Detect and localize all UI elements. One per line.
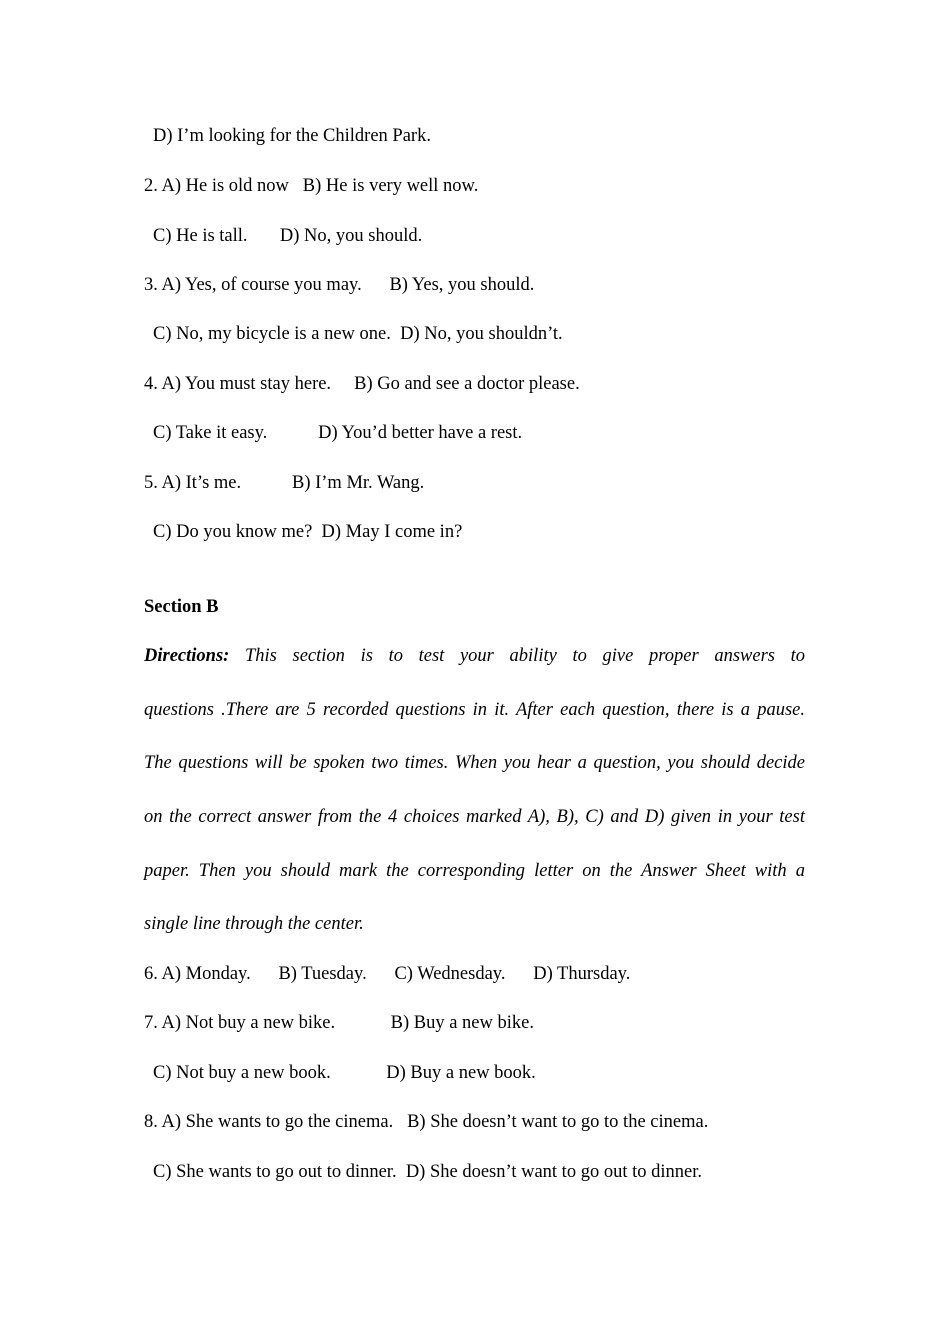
question-4-options-ab: 4. A) You must stay here. B) Go and see a doctor please.: [144, 374, 580, 394]
directions-line: paper. Then you should mark the corresponding letter on the Answer Sheet with a: [144, 861, 805, 881]
question-8-options-cd: C) She wants to go out to dinner. D) She doesn’t want to go out to dinner.: [153, 1162, 702, 1182]
directions-line: on the correct answer from the 4 choices marked A), B), C) and D) given in your test: [144, 807, 805, 827]
question-3-options-cd: C) No, my bicycle is a new one. D) No, you shouldn’t.: [153, 324, 563, 344]
question-8-options-ab: 8. A) She wants to go the cinema. B) She doesn’t want to go to the cinema.: [144, 1112, 709, 1132]
question-2-options-ab: 2. A) He is old now B) He is very well now.: [144, 176, 479, 196]
question-2-options-cd: C) He is tall. D) No, you should.: [153, 226, 423, 246]
question-1-option-d: D) I’m looking for the Children Park.: [153, 126, 431, 146]
directions-line: The questions will be spoken two times. When you hear a question, you should decide: [144, 753, 805, 773]
question-7-options-ab: 7. A) Not buy a new bike. B) Buy a new bike.: [144, 1013, 534, 1033]
question-7-options-cd: C) Not buy a new book. D) Buy a new book.: [153, 1063, 536, 1083]
question-3-options-ab: 3. A) Yes, of course you may. B) Yes, you should.: [144, 275, 535, 295]
question-5-options-cd: C) Do you know me? D) May I come in?: [153, 522, 463, 542]
section-b-heading: Section B: [144, 597, 219, 617]
directions-line: questions .There are 5 recorded questions in it. After each question, there is a pause.: [144, 700, 805, 720]
directions-line: Directions: This section is to test your ability to give proper answers to: [144, 646, 806, 666]
directions-line: single line through the center.: [144, 914, 364, 934]
directions-label: Directions:: [144, 646, 230, 666]
question-4-options-cd: C) Take it easy. D) You’d better have a rest.: [153, 423, 523, 443]
question-5-options-ab: 5. A) It’s me. B) I’m Mr. Wang.: [144, 473, 425, 493]
question-6-options: 6. A) Monday. B) Tuesday. C) Wednesday. D) Thursday.: [144, 964, 631, 984]
